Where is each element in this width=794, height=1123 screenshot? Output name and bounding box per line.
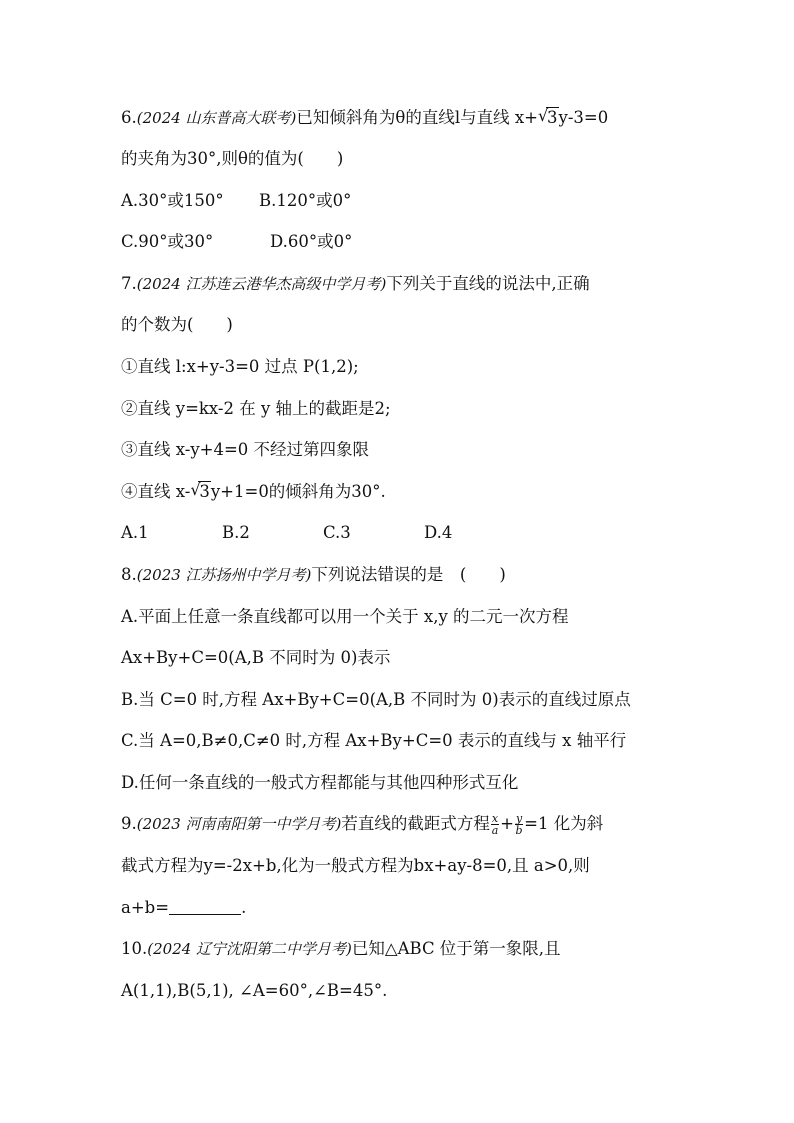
q10-number: 10. <box>121 939 148 958</box>
q10-source: (2024 辽宁沈阳第二中学月考) <box>147 940 352 958</box>
q8-option-b: B.当 C=0 时,方程 Ax+By+C=0(A,B 不同时为 0)表示的直线过原点 <box>121 690 631 709</box>
q7-statement-4 <box>121 480 681 504</box>
q9-line-2: 截式方程为y=-2x+b,化为一般式方程为bx+ay-8=0,且 a>0,则 <box>121 856 590 875</box>
q8-option-a-line-1: A.平面上任意一条直线都可以用一个关于 x,y 的二元一次方程 <box>121 607 569 626</box>
q7-sqrt-arg: 3 <box>199 482 210 501</box>
q10-line-2: A(1,1),B(5,1), ∠A=60°,∠B=45°. <box>121 981 388 1000</box>
q8-number: 8. <box>121 565 137 584</box>
q9-fraction-y-over-b: $\frac{y}{b}$ <box>515 812 523 837</box>
q7-options-row <box>121 521 681 545</box>
q7-option-b: B.2 <box>222 523 250 542</box>
q7-option-a: A.1 <box>121 523 149 542</box>
q6-sqrt: √ 3 <box>538 106 558 127</box>
q6-sqrt-arg: 3 <box>547 108 558 127</box>
q8-stem: 下列说法错误的是 ( ) <box>311 565 506 584</box>
q7-option-d: D.4 <box>424 523 453 542</box>
q7-line-1 <box>121 272 681 296</box>
q9-stem-a: 若直线的截距式方程 <box>341 814 490 833</box>
q10-stem: 已知△ABC 位于第一象限,且 <box>351 939 561 958</box>
q9-stem-b: =1 化为斜 <box>524 814 604 833</box>
q10-line-1 <box>121 937 681 961</box>
q9-plus: + <box>500 814 514 833</box>
q6-option-c: C.90°或30° <box>121 232 214 251</box>
q7-option-c: C.3 <box>323 523 351 542</box>
q7-source: (2024 江苏连云港华杰高级中学月考) <box>136 275 387 293</box>
q6-option-d: D.60°或0° <box>270 232 353 251</box>
q9-answer-label: a+b= <box>121 898 170 917</box>
q7-line-2: 的个数为( ) <box>121 315 233 334</box>
q6-stem-a: 已知倾斜角为θ的直线l与直线 x+ <box>296 108 538 127</box>
q7-s4-b: y+1=0的倾斜角为30°. <box>210 482 386 501</box>
q9-answer-end: . <box>241 898 247 917</box>
q6-option-a: A.30°或150° <box>121 191 224 210</box>
q8-option-d: D.任何一条直线的一般式方程都能与其他四种形式互化 <box>121 773 519 792</box>
q6-options-row-2 <box>121 230 681 254</box>
q8-option-c: C.当 A=0,B≠0,C≠0 时,方程 Ax+By+C=0 表示的直线与 x 轴平行 <box>121 731 627 750</box>
q7-sqrt: √ 3 <box>190 480 210 501</box>
q6-line-2: 的夹角为30°,则θ的值为( ) <box>121 149 344 168</box>
q6-source: (2024 山东普高大联考) <box>136 109 297 127</box>
q9-line-1 <box>121 812 681 836</box>
q9-line-3 <box>121 896 681 920</box>
q7-statement-3: ③直线 x-y+4=0 不经过第四象限 <box>121 440 370 459</box>
q9-source: (2023 河南南阳第一中学月考) <box>136 815 342 833</box>
q7-statement-1: ①直线 l:x+y-3=0 过点 P(1,2); <box>121 357 359 376</box>
q8-line-1 <box>121 563 681 587</box>
q9-fraction-x-over-a: $\frac{x}{a}$ <box>491 812 499 837</box>
q8-option-a-line-2: Ax+By+C=0(A,B 不同时为 0)表示 <box>121 648 391 667</box>
q7-stem: 下列关于直线的说法中,正确 <box>386 274 590 293</box>
q9-answer-blank <box>169 898 241 915</box>
q8-source: (2023 江苏扬州中学月考) <box>136 566 312 584</box>
q6-stem-b: y-3=0 <box>558 108 609 127</box>
q6-option-b: B.120°或0° <box>259 191 352 210</box>
q6-number: 6. <box>121 108 137 127</box>
q7-number: 7. <box>121 274 137 293</box>
q7-statement-2: ②直线 y=kx-2 在 y 轴上的截距是2; <box>121 399 391 418</box>
q9-number: 9. <box>121 814 137 833</box>
q7-s4-a: ④直线 x- <box>121 482 191 501</box>
q6-line-1 <box>121 106 681 130</box>
q6-options-row-1 <box>121 189 681 213</box>
